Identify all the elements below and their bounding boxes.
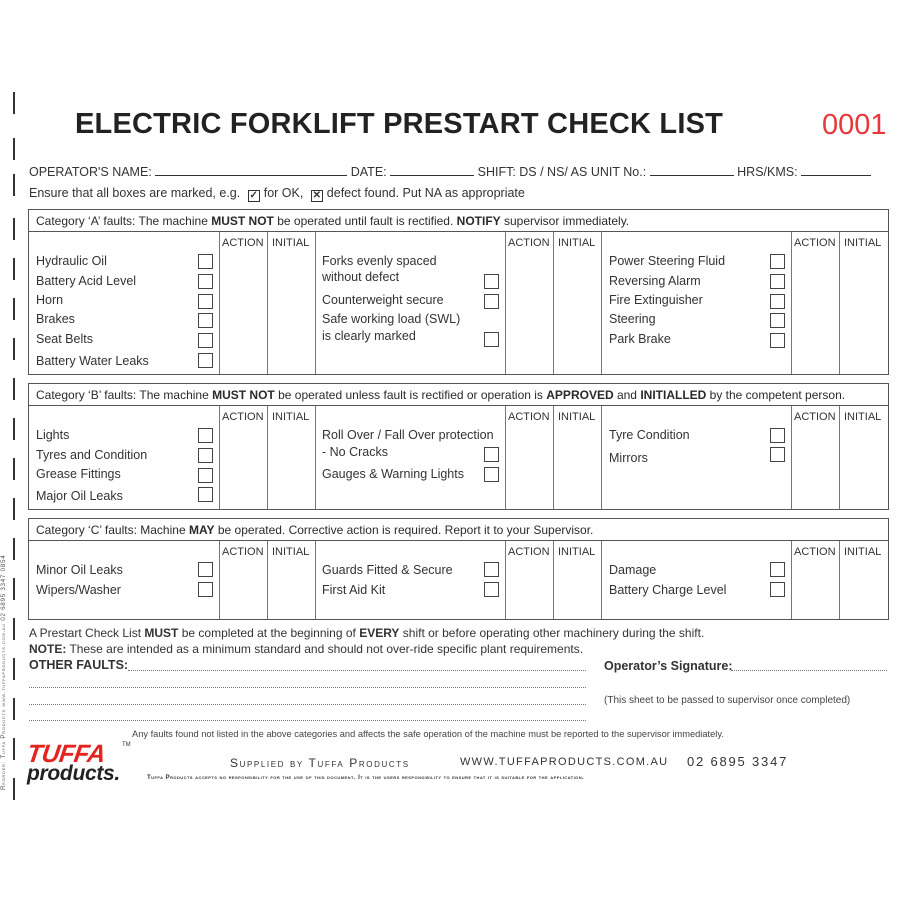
- hrs-label: HRS/KMS:: [737, 165, 798, 179]
- heading-bold: MUST NOT: [211, 214, 274, 228]
- page-title: ELECTRIC FORKLIFT PRESTART CHECK LIST: [75, 108, 724, 140]
- check-item-forks-without-defect: without defect: [322, 270, 400, 284]
- checkbox-fire-extinguisher[interactable]: [770, 294, 785, 309]
- reorder-side-text: Reorder: Tuffa Products www.tuffaproducts.com.au 02 6895 3347 0854: [0, 554, 7, 790]
- category-b-table: [28, 383, 889, 510]
- margin-tick: [13, 378, 15, 400]
- checkbox-battery-charge-level[interactable]: [770, 582, 785, 597]
- check-item-mirrors: Mirrors: [609, 451, 648, 465]
- check-item-horn: Horn: [36, 293, 64, 307]
- check-item-grease-fittings: Grease Fittings: [36, 467, 121, 481]
- action-column-header: ACTION: [794, 237, 836, 249]
- check-item-fire-extinguisher: Fire Extinguisher: [609, 293, 703, 307]
- check-item-first-aid-kit: First Aid Kit: [322, 583, 386, 597]
- checkbox-wipers-washer[interactable]: [198, 582, 213, 597]
- check-item-tyre-condition: Tyre Condition: [609, 428, 690, 442]
- check-item-park-brake: Park Brake: [609, 332, 671, 346]
- check-item-battery-charge-level: Battery Charge Level: [609, 583, 727, 597]
- unit-field[interactable]: [650, 164, 734, 176]
- category-b-heading: [29, 384, 888, 406]
- checkbox-counterweight[interactable]: [484, 294, 499, 309]
- heading-text: be operated unless fault is rectified or operation is: [274, 388, 547, 402]
- margin-tick: [13, 258, 15, 280]
- initial-column-header: INITIAL: [272, 546, 310, 558]
- heading-text: Category ‘A’ faults: The machine: [36, 214, 212, 228]
- margin-tick: [13, 92, 15, 114]
- margin-tick: [13, 738, 15, 760]
- margin-tick: [13, 578, 15, 600]
- margin-tick: [13, 338, 15, 360]
- operator-signature-label: Operator’s Signature:: [604, 659, 733, 673]
- check-item-gauges-warning-lights: Gauges & Warning Lights: [322, 467, 464, 481]
- date-label: DATE:: [350, 165, 387, 179]
- check-item-counterweight-secure: Counterweight secure: [322, 293, 444, 307]
- check-item-major-oil-leaks: Major Oil Leaks: [36, 489, 123, 503]
- margin-tick: [13, 658, 15, 680]
- category-a-heading: [29, 210, 888, 232]
- action-column-header: ACTION: [794, 411, 836, 423]
- action-column-header: ACTION: [222, 237, 264, 249]
- initial-column-header: INITIAL: [272, 237, 310, 249]
- note-bold: EVERY: [359, 626, 400, 640]
- checkbox-grease-fittings[interactable]: [198, 468, 213, 483]
- prestart-note: [29, 626, 704, 640]
- margin-tick: [13, 538, 15, 560]
- checkbox-power-steering-fluid[interactable]: [770, 254, 785, 269]
- ok-text: for OK,: [263, 186, 304, 200]
- defect-example-checkbox-icon: ✕: [312, 190, 321, 201]
- other-faults-label: OTHER FAULTS:: [29, 658, 129, 672]
- checkbox-gauges-warning-lights[interactable]: [484, 467, 499, 482]
- checkbox-guards-fitted[interactable]: [484, 562, 499, 577]
- checkbox-swl[interactable]: [484, 332, 499, 347]
- other-faults-line[interactable]: [29, 720, 586, 721]
- hrs-field[interactable]: [801, 164, 871, 176]
- other-faults-line[interactable]: [128, 670, 586, 671]
- pass-to-supervisor-note: (This sheet to be passed to supervisor once completed): [604, 695, 851, 706]
- minimum-standard-note: [29, 642, 583, 656]
- date-field[interactable]: [390, 164, 474, 176]
- check-item-forks-evenly-spaced: Forks evenly spaced: [322, 254, 437, 268]
- heading-bold: NOTIFY: [456, 214, 501, 228]
- margin-tick: [13, 458, 15, 480]
- initial-column-header: INITIAL: [844, 411, 882, 423]
- check-item-hydraulic-oil: Hydraulic Oil: [36, 254, 107, 268]
- check-item-swl-marked: is clearly marked: [322, 329, 416, 343]
- website-link[interactable]: WWW.TUFFAPRODUCTS.COM.AU: [460, 756, 669, 768]
- checkbox-damage[interactable]: [770, 562, 785, 577]
- heading-text: supervisor immediately.: [500, 214, 630, 228]
- heading-text: and: [613, 388, 641, 402]
- checkbox-roll-over[interactable]: [484, 447, 499, 462]
- margin-tick: [13, 618, 15, 640]
- checkbox-lights[interactable]: [198, 428, 213, 443]
- tuffa-products-logo: [27, 742, 132, 786]
- action-column-header: ACTION: [508, 546, 550, 558]
- checkbox-seat-belts[interactable]: [198, 333, 213, 348]
- logo-line1: TUFFA: [25, 740, 108, 768]
- supplied-by-text: Supplied by Tuffa Products: [230, 756, 410, 770]
- phone-number: 02 6895 3347: [687, 754, 789, 769]
- header-fields: [29, 164, 891, 179]
- logo-trademark: TM: [122, 742, 131, 748]
- check-item-wipers-washer: Wipers/Washer: [36, 583, 121, 597]
- operator-name-label: OPERATOR'S NAME:: [29, 165, 152, 179]
- check-item-tyres-and-condition: Tyres and Condition: [36, 448, 148, 462]
- checkbox-minor-oil-leaks[interactable]: [198, 562, 213, 577]
- checkbox-steering[interactable]: [770, 313, 785, 328]
- initial-column-header: INITIAL: [558, 237, 596, 249]
- checkbox-brakes[interactable]: [198, 313, 213, 328]
- operator-name-field[interactable]: [155, 164, 347, 176]
- checkbox-hydraulic-oil[interactable]: [198, 254, 213, 269]
- margin-tick: [13, 174, 15, 196]
- any-faults-note: Any faults found not listed in the above categories and affects the safe operation of the machine must be reported to the supervisor immediately.: [132, 729, 724, 739]
- note-text: shift or before operating other machinery during the shift.: [399, 626, 705, 640]
- category-c-body: [29, 541, 888, 619]
- category-c-table: [28, 518, 889, 620]
- check-item-guards-fitted: Guards Fitted & Secure: [322, 563, 453, 577]
- other-faults-line[interactable]: [29, 687, 586, 688]
- heading-text: Category ‘B’ faults: The machine: [36, 388, 213, 402]
- other-faults-line[interactable]: [29, 704, 586, 705]
- checkbox-reversing-alarm[interactable]: [770, 274, 785, 289]
- heading-text: Category ‘C’ faults: Machine: [36, 523, 189, 537]
- instructions-prefix: Ensure that all boxes are marked, e.g.: [29, 186, 241, 200]
- action-column-header: ACTION: [222, 411, 264, 423]
- action-column-header: ACTION: [508, 411, 550, 423]
- margin-tick: [13, 418, 15, 440]
- operator-signature-line[interactable]: [731, 670, 887, 671]
- heading-text: by the competent person.: [706, 388, 846, 402]
- initial-column-header: INITIAL: [558, 411, 596, 423]
- action-column-header: ACTION: [794, 546, 836, 558]
- check-item-battery-water-leaks: Battery Water Leaks: [36, 354, 149, 368]
- heading-text: be operated until fault is rectified.: [273, 214, 457, 228]
- margin-tick: [13, 298, 15, 320]
- margin-tick: [13, 778, 15, 800]
- heading-bold: MAY: [188, 523, 215, 537]
- check-item-power-steering-fluid: Power Steering Fluid: [609, 254, 726, 268]
- checkbox-forks[interactable]: [484, 274, 499, 289]
- initial-column-header: INITIAL: [272, 411, 310, 423]
- margin-tick: [13, 698, 15, 720]
- checkbox-first-aid-kit[interactable]: [484, 582, 499, 597]
- check-item-reversing-alarm: Reversing Alarm: [609, 274, 701, 288]
- check-item-steering: Steering: [609, 312, 656, 326]
- check-item-swl: Safe working load (SWL): [322, 312, 461, 326]
- category-c-heading: [29, 519, 888, 541]
- category-b-body: [29, 406, 888, 509]
- margin-tick: [13, 498, 15, 520]
- disclaimer-text: Tuffa Products accepts no responsibility for the use of this document. It is the users responsibility to ensure that it is suitable for the application.: [147, 774, 585, 781]
- checkbox-horn[interactable]: [198, 294, 213, 309]
- heading-bold: MUST NOT: [212, 388, 275, 402]
- check-item-seat-belts: Seat Belts: [36, 332, 93, 346]
- category-a-body: [29, 232, 888, 374]
- margin-tick: [13, 138, 15, 160]
- action-column-header: ACTION: [508, 237, 550, 249]
- heading-bold: INITIALLED: [640, 388, 707, 402]
- action-column-header: ACTION: [222, 546, 264, 558]
- shift-label: SHIFT: DS / NS/ AS: [477, 165, 588, 179]
- instructions-row: [29, 186, 525, 202]
- note-bold: MUST: [144, 626, 179, 640]
- heading-text: be operated. Corrective action is required. Report it to your Supervisor.: [214, 523, 594, 537]
- check-item-roll-over: Roll Over / Fall Over protection: [322, 428, 494, 442]
- note-text: These are intended as a minimum standard and should not over-ride specific plant requirements.: [66, 642, 584, 656]
- check-item-brakes: Brakes: [36, 312, 75, 326]
- logo-line2: products.: [27, 762, 120, 785]
- check-item-lights: Lights: [36, 428, 70, 442]
- category-a-table: [28, 209, 889, 375]
- unit-label: UNIT No.:: [590, 165, 647, 179]
- margin-tick: [13, 218, 15, 240]
- checkbox-mirrors[interactable]: [770, 447, 785, 462]
- initial-column-header: INITIAL: [558, 546, 596, 558]
- heading-bold: APPROVED: [546, 388, 614, 402]
- check-item-damage: Damage: [609, 563, 657, 577]
- ok-example-checkbox-icon: ✓: [249, 190, 258, 201]
- checkbox-park-brake[interactable]: [770, 333, 785, 348]
- initial-column-header: INITIAL: [844, 237, 882, 249]
- note-text: be completed at the beginning of: [178, 626, 360, 640]
- check-item-minor-oil-leaks: Minor Oil Leaks: [36, 563, 123, 577]
- checkbox-tyre-condition[interactable]: [770, 428, 785, 443]
- initial-column-header: INITIAL: [844, 546, 882, 558]
- checkbox-battery-water-leaks[interactable]: [198, 353, 213, 368]
- note-text: A Prestart Check List: [29, 626, 145, 640]
- checkbox-tyres-and-condition[interactable]: [198, 448, 213, 463]
- checkbox-battery-acid-level[interactable]: [198, 274, 213, 289]
- checkbox-major-oil-leaks[interactable]: [198, 487, 213, 502]
- note-bold: NOTE:: [29, 642, 67, 656]
- serial-number: 0001: [822, 109, 887, 141]
- check-item-no-cracks: - No Cracks: [322, 445, 388, 459]
- check-item-battery-acid-level: Battery Acid Level: [36, 274, 137, 288]
- defect-text: defect found. Put NA as appropriate: [326, 186, 525, 200]
